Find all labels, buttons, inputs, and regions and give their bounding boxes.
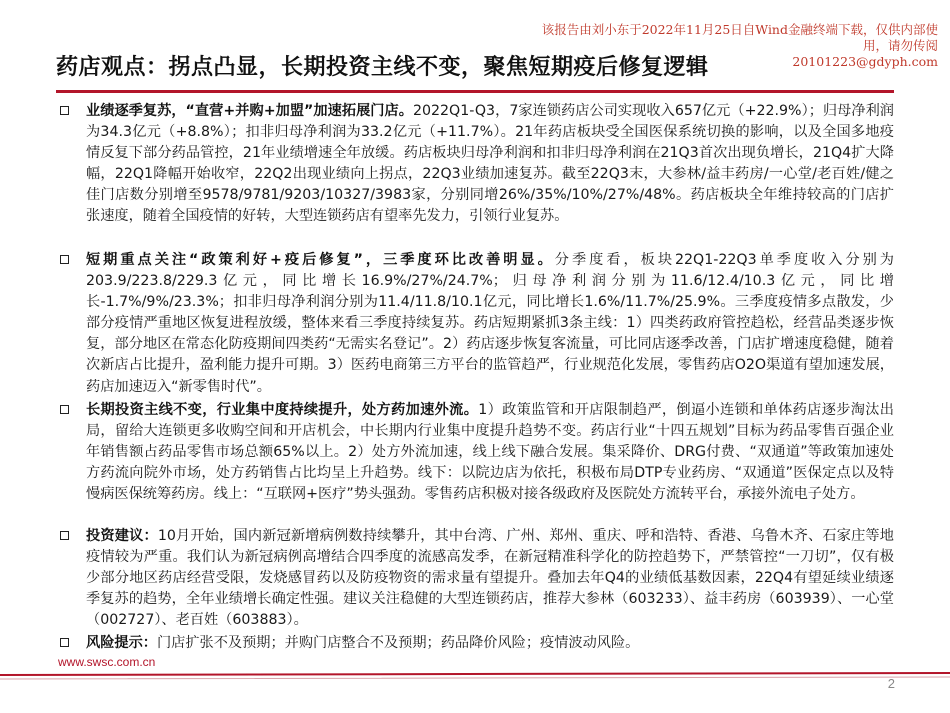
bullet-point-performance: [60, 101, 894, 228]
square-bullet-icon: [60, 255, 69, 264]
bullet-point-short-term: [60, 250, 894, 398]
page-number: 2: [887, 676, 895, 691]
watermark-line-1: 该报告由刘小东于2022年11月25日自Wind金融终端下载，仅供内部使用，请勿传阅: [541, 22, 938, 53]
bullet-point-investment: [60, 526, 894, 631]
bullet-lead: 风险提示：: [86, 635, 157, 651]
bullet-point-risk: [60, 633, 639, 654]
bullet-lead: 投资建议：: [86, 528, 158, 544]
title-divider: [56, 90, 894, 93]
bullet-body: 分季度看，板块22Q1-22Q3单季度收入分别为203.9/223.8/229.3亿元，同比增长16.9%/27%/24.7%；归母净利润分别为11.6/12.4/10.3亿元，同比增长-1.7%/9%/23.3%；扣非归母净利润分别为11.4/11.8/10.1亿元，同比增长1.6%/11.7%/25.9%。三季度疫情多点散发，少部分疫情严重地区恢复进程放缓，整体来看三季度持续复苏。药店短期紧抓3条主线：1）四类药政府管控趋松，经营品类逐步恢复，部分地区在常态化防疫期间四类药“无需实名登记”。2）药店逐步恢复客流量，可比同店逐季改善，门店扩增速度稳健，随着次新店占比提升，盈利能力提升可期。3）医药电商第三方平台的监管趋严，行业规范化发展，零售药店O2O渠道有望加速发展，药店加速迈入“新零售时代”。: [86, 252, 894, 395]
square-bullet-icon: [60, 638, 69, 647]
footer-website-link[interactable]: www.swsc.com.cn: [58, 655, 156, 669]
watermark-line-2: 20101223@gdyph.com: [792, 54, 938, 69]
bullet-body: 门店扩张不及预期；并购门店整合不及预期；药品降价风险；疫情波动风险。: [156, 635, 640, 651]
bullet-point-long-term: [60, 400, 894, 505]
square-bullet-icon: [60, 405, 69, 414]
bullet-lead: 长期投资主线不变，行业集中度持续提升，处方药加速外流。: [86, 402, 479, 418]
bullet-body: 2022Q1-Q3，7家连锁药店公司实现收入657亿元（+22.9%）；归母净利润为34.3亿元（+8.8%）；扣非归母净利润为33.2亿元（+11.7%）。21年药店板块受全国医保系统切换的影响，以及全国多地疫情反复下部分药品管控，21年业绩增速全年放缓。药店板块归母净利润和扣非归母净利润在21Q3首次出现负增长，21Q4扩大降幅，22Q1降幅开始收窄，22Q2出现业绩向上拐点，22Q3业绩加速复苏。截至22Q3末，大参林/益丰药房/一心堂/老百姓/健之佳门店数分别增至9578/9781/9203/10327/3983家，分别同增26%/35%/10%/27%/48%。药店板块全年维持较高的门店扩张速度，随着全国疫情的好转，大型连锁药店有望率先发力，引领行业复苏。: [86, 103, 894, 225]
page-title: 药店观点：拐点凸显，长期投资主线不变，聚焦短期疫后修复逻辑: [56, 55, 709, 80]
bullet-lead: 短期重点关注“政策利好+疫后修复”，三季度环比改善明显。: [86, 252, 555, 268]
bullet-lead: 业绩逐季复苏，“直营+并购+加盟”加速拓展门店。: [86, 103, 413, 119]
square-bullet-icon: [60, 531, 69, 540]
bullet-body: 10月开始，国内新冠新增病例数持续攀升，其中台湾、广州、郑州、重庆、呼和浩特、香港、乌鲁木齐、石家庄等地疫情较为严重。我们认为新冠病例高增结合四季度的流感高发季，在新冠精准科学化的防控趋势下，严禁管控“一刀切”，仅有极少部分地区药店经营受限，发烧感冒药以及防疫物资的需求量有望提升。叠加去年Q4的业绩低基数因素，22Q4有望延续业绩逐季复苏的趋势，全年业绩增长确定性强。建议关注稳健的大型连锁药店，推荐大参林（603233）、益丰药房（603939）、一心堂（002727）、老百姓（603883）。: [86, 528, 894, 629]
square-bullet-icon: [60, 106, 69, 115]
bullet-body: 1）政策监管和开店限制趋严，倒逼小连锁和单体药店逐步淘汰出局，留给大连锁更多收购空间和开店机会，中长期内行业集中度提升趋势不变。药店行业“十四五规划”目标为药品零售百强企业年销售额占药品零售市场总额65%以上。2）处方外流加速，线上线下融合发展。集采降价、DRG付费、“双通道”等政策加速处方药流向院外市场，处方药销售占比均呈上升趋势。线下：以院边店为依托，积极布局DTP专业药房、“双通道”医保定点以及特慢病医保统筹药房。线上：“互联网+医疗”势头强劲。零售药店积极对接各级政府及医院处方流转平台，承接外流电子处方。: [86, 402, 894, 503]
footer-decoration: [0, 671, 950, 713]
footer-swoosh: [0, 671, 950, 713]
